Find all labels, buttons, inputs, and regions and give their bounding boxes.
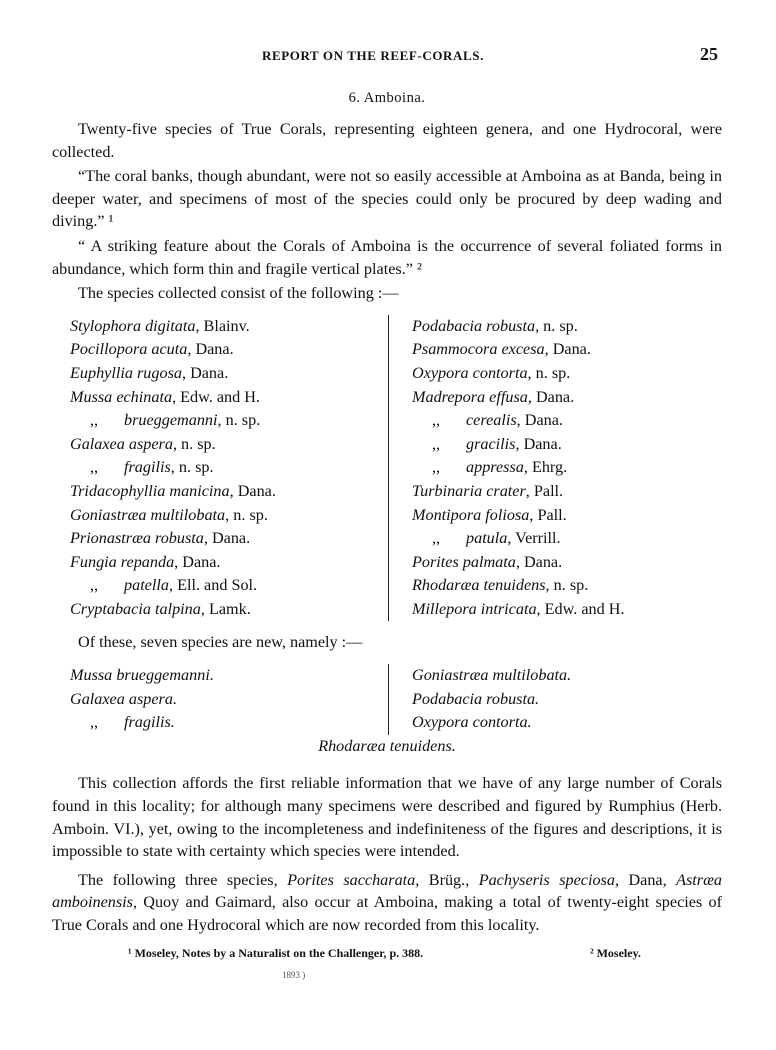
species-entry [412, 338, 625, 362]
species-authority: , Blainv. [195, 316, 250, 335]
species-authority: , Ehrg. [523, 458, 568, 477]
page-number: 25 [700, 44, 718, 64]
species-entry [412, 664, 571, 688]
species-entry [412, 433, 625, 457]
species-name: Goniastræa multilobata [70, 505, 226, 524]
species-list-right [388, 315, 625, 622]
paragraph-following [52, 869, 722, 937]
species-name: Tridacophyllia manicina [70, 481, 230, 500]
paragraph-text: The species collected consist of the following :— [78, 284, 399, 303]
paragraph-text: Twenty-five species of True Corals, representing eighteen genera, and one Hydrocoral, were collected. [52, 120, 722, 161]
footnote-1: ¹ Moseley, Notes by a Naturalist on the Challenger, p. 388. [128, 945, 424, 960]
species-entry [70, 551, 388, 575]
new-species-intro [52, 631, 722, 654]
species-name: cerealis [466, 411, 517, 430]
species-entry [70, 664, 388, 688]
species-name: Porites palmata [412, 552, 516, 571]
species-name: Porites saccharata [287, 870, 416, 889]
species-authority: , Lamk. [200, 599, 251, 618]
species-name: Mussa echinata [70, 387, 173, 406]
species-authority: , n. sp. [527, 363, 571, 382]
ditto-mark: ,, [90, 576, 99, 595]
species-entry [70, 711, 388, 735]
signature-mark: 1893 ) [282, 969, 306, 980]
ditto-mark: ,, [432, 529, 441, 548]
new-species-right [388, 664, 571, 735]
species-authority: , Dana. [527, 387, 575, 406]
species-list-left [70, 315, 388, 622]
running-title: REPORT ON THE REEF-CORALS. [262, 48, 484, 63]
paragraph-text: “The coral banks, though abundant, were not so easily accessible at Amboina as at Banda, being in deeper water, and specimens of most of the species could only be procured by deep wading and diving.” ¹ [52, 167, 722, 231]
species-authority: , Dana. [203, 529, 251, 548]
ditto-mark: ,, [432, 411, 441, 430]
species-entry [70, 315, 388, 339]
species-authority: , Edw. and H. [536, 599, 625, 618]
paragraph-text: , Quoy and Gaimard, also occur at Amboina, making a total of twenty-eight species of True Corals and one Hydrocoral which are now recorded from this locality. [52, 893, 722, 934]
species-name: Astræa amboinensis [52, 870, 722, 912]
species-name: Rhodaræa tenuidens [412, 576, 546, 595]
species-authority: , Dana. [181, 363, 229, 382]
species-name: Oxypora contorta [412, 363, 528, 382]
paragraph-collection [52, 772, 722, 862]
species-name: Madrepora effusa [412, 387, 528, 406]
paragraph-intro [52, 118, 722, 163]
species-authority: , Dana. [174, 552, 221, 571]
species-entry [412, 711, 571, 735]
species-name: Pocillopora acuta [70, 340, 188, 359]
ditto-mark: ,, [432, 458, 441, 477]
species-authority: , Ell. and Sol. [168, 576, 258, 595]
species-authority: , Dana. [544, 340, 591, 359]
species-entry [70, 386, 388, 410]
species-name: Mussa brueggemanni. [70, 666, 214, 685]
species-name: Oxypora contorta. [412, 713, 532, 732]
species-authority: , n. sp. [545, 576, 589, 595]
species-name: Podabacia robusta [412, 316, 536, 335]
species-entry [412, 362, 625, 386]
species-name: fragilis [124, 458, 171, 477]
species-entry [70, 527, 388, 551]
species-entry [70, 688, 388, 712]
species-name: Turbinaria crater [412, 481, 526, 500]
species-authority: , Dana. [229, 481, 276, 500]
species-name: Montipora foliosa [412, 505, 530, 524]
species-authority: , Dana. [187, 340, 234, 359]
species-entry [412, 409, 625, 433]
species-entry [70, 598, 388, 622]
species-name: gracilis [466, 434, 516, 453]
paragraph-text: The following three species, [78, 870, 288, 889]
species-name: Galaxea aspera. [70, 689, 177, 708]
species-name: Prionastræa robusta [70, 529, 204, 548]
paragraph-text: Of these, seven species are new, namely :— [78, 633, 363, 652]
paragraph-text: , Brüg., [415, 870, 479, 889]
species-entry [70, 409, 388, 433]
species-entry [412, 315, 625, 339]
species-entry [412, 688, 571, 712]
species-name: Pachyseris speciosa [478, 870, 615, 889]
paragraph-text: “ A striking feature about the Corals of Amboina is the occurrence of several foliated forms in abundance, which form thin and fragile vertical plates.” ² [52, 236, 722, 278]
species-name: brueggemanni [124, 411, 218, 430]
ditto-mark: ,, [432, 434, 441, 453]
species-authority: , Pall. [525, 481, 564, 500]
paragraph-species-intro [52, 282, 722, 305]
species-authority: , n. sp. [170, 458, 214, 477]
paragraph-text: , Dana, [614, 870, 677, 889]
species-entry [412, 456, 625, 480]
species-name: Millepora intricata [412, 599, 537, 618]
species-name: Psammocora excesa [412, 340, 545, 359]
species-name: appressa [466, 458, 524, 477]
footnote-2: ² Moseley. [590, 945, 641, 960]
species-name: Fungia repanda [70, 552, 175, 571]
species-entry [412, 551, 625, 575]
species-entry [70, 338, 388, 362]
species-entry [70, 574, 388, 598]
species-authority: , Edw. and H. [172, 387, 261, 406]
species-name: Podabacia robusta. [412, 689, 540, 708]
species-authority: , Dana. [515, 434, 562, 453]
species-name: patella [124, 576, 169, 595]
species-authority: , n. sp. [225, 505, 268, 524]
species-name: fragilis. [124, 713, 175, 732]
species-entry [70, 456, 388, 480]
species-entry [412, 574, 625, 598]
species-entry [70, 504, 388, 528]
species-authority: , n. sp. [217, 411, 261, 430]
species-entry [70, 433, 388, 457]
species-entry [412, 480, 625, 504]
species-authority: , n. sp. [535, 316, 578, 335]
species-authority: , Dana. [516, 411, 563, 430]
species-entry [70, 362, 388, 386]
species-entry [412, 504, 625, 528]
new-species-left [70, 664, 388, 735]
ditto-mark: ,, [90, 713, 99, 732]
species-authority: , n. sp. [172, 434, 216, 453]
species-authority: , Pall. [529, 505, 567, 524]
paragraph-quote-2 [52, 235, 722, 280]
ditto-mark: ,, [90, 411, 99, 430]
species-name: Galaxea aspera [70, 434, 173, 453]
species-name: Rhodaræa tenuidens. [318, 736, 456, 755]
section-title: 6. Amboina. [348, 90, 426, 106]
species-name: Goniastræa multilobata. [412, 666, 572, 685]
species-table [70, 315, 722, 622]
species-authority: , Verrill. [507, 529, 561, 548]
paragraph-quote-1 [52, 165, 722, 233]
footnotes [52, 945, 722, 963]
species-name: Euphyllia rugosa [70, 363, 182, 382]
species-entry [412, 386, 625, 410]
paragraph-text: This collection affords the first reliable information that we have of any large number of Corals found in this locality; for although many specimens were described and figured by Rumphius (Herb. Amboin. VI.), yet, owing to the incompleteness and indefiniteness of the figures and descriptions, it is impossible to state with certainty which species were intended. [52, 774, 722, 861]
species-name: Cryptabacia talpina [70, 599, 201, 618]
new-species-table [70, 664, 722, 735]
species-entry [70, 480, 388, 504]
species-entry [412, 527, 625, 551]
species-entry [412, 598, 625, 622]
new-species-center [52, 735, 722, 759]
species-authority: , Dana. [515, 552, 563, 571]
species-name: Stylophora digitata [70, 316, 196, 335]
species-name: patula [466, 529, 508, 548]
ditto-mark: ,, [90, 458, 99, 477]
